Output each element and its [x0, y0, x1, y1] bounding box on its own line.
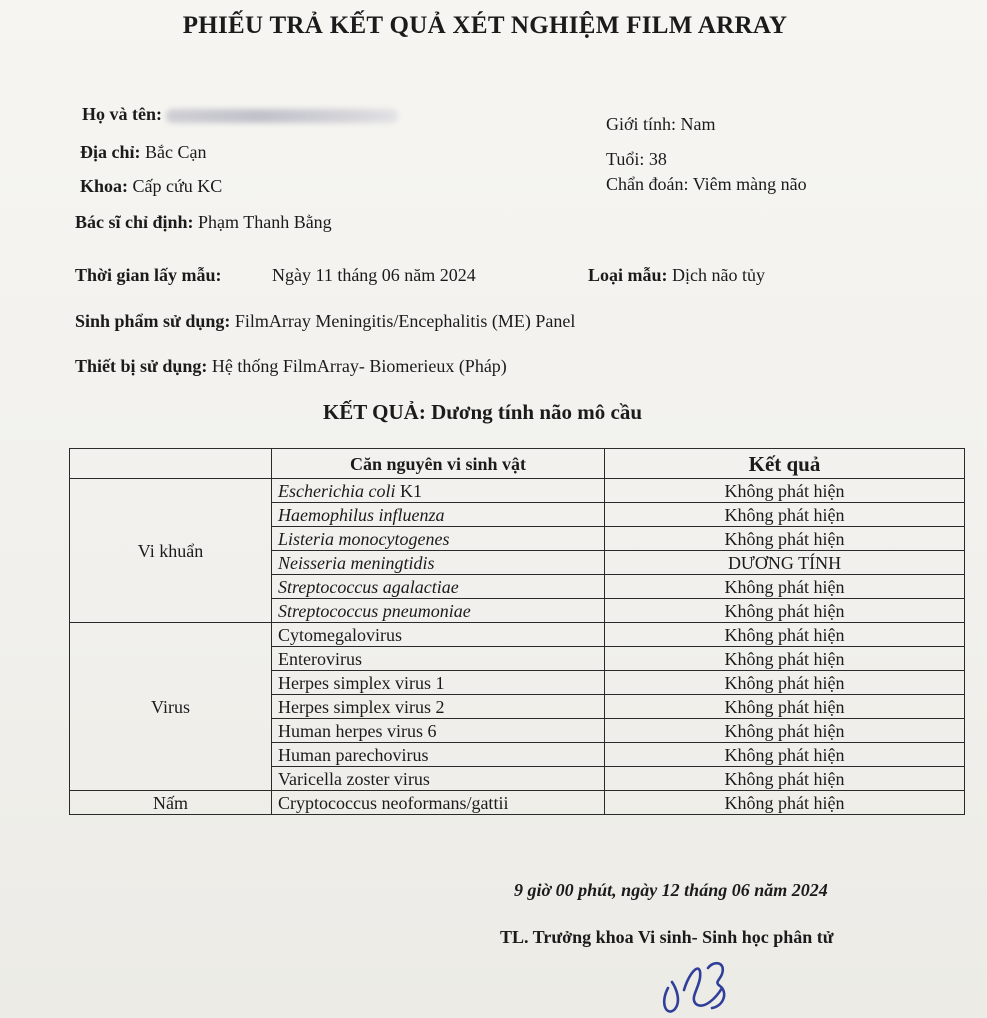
table-row: [70, 791, 965, 815]
age-value: 38: [648, 149, 667, 169]
age-field: [606, 149, 667, 170]
header-organism: Căn nguyên vi sinh vật: [272, 449, 605, 479]
organism-cell: Herpes simplex virus 1: [272, 671, 605, 695]
department-field: [80, 176, 222, 197]
group-cell-bacteria: Vi khuẩn: [70, 479, 272, 623]
result-cell: Không phát hiện: [605, 575, 965, 599]
signer-title: TL. Trưởng khoa Vi sinh- Sinh học phân tử: [500, 927, 834, 947]
sample-time-value: Ngày 11 tháng 06 năm 2024: [272, 265, 476, 285]
organism-name: Listeria monocytogenes: [278, 528, 450, 549]
address-value: Bắc Cạn: [145, 142, 207, 162]
organism-name: Streptococcus agalactiae: [278, 576, 459, 597]
header-result: Kết quả: [605, 449, 965, 479]
sample-time-label-text: Thời gian lấy mẫu:: [75, 265, 222, 285]
table-row: [70, 479, 965, 503]
organism-name: Escherichia coli: [278, 480, 396, 501]
organism-cell: [272, 599, 605, 623]
sample-time-label: [75, 265, 222, 286]
results-table: [69, 448, 965, 815]
header-group: [70, 449, 272, 479]
result-cell: Không phát hiện: [605, 671, 965, 695]
organism-cell: [272, 551, 605, 575]
gender-label: Giới tính:: [606, 114, 677, 134]
organism-name: Neisseria meningtidis: [278, 552, 435, 573]
doctor-field: [75, 212, 332, 233]
device-field: [75, 356, 507, 377]
organism-cell: [272, 575, 605, 599]
result-cell: Không phát hiện: [605, 767, 965, 791]
organism-cell: Enterovirus: [272, 647, 605, 671]
organism-cell: [272, 503, 605, 527]
product-label: Sinh phẩm sử dụng:: [75, 311, 231, 331]
group-cell-fungi: Nấm: [70, 791, 272, 815]
doctor-value: Phạm Thanh Bằng: [198, 212, 332, 232]
organism-cell: Cryptococcus neoformans/gattii: [272, 791, 605, 815]
organism-cell: Human herpes virus 6: [272, 719, 605, 743]
device-label: Thiết bị sử dụng:: [75, 356, 208, 376]
organism-cell: Cytomegalovirus: [272, 623, 605, 647]
age-label: Tuổi:: [606, 149, 645, 169]
patient-name-label: Họ và tên:: [82, 104, 162, 124]
result-cell: Không phát hiện: [605, 599, 965, 623]
product-field: [75, 311, 575, 332]
result-cell: Không phát hiện: [605, 695, 965, 719]
diagnosis-label: Chẩn đoán:: [606, 174, 689, 194]
organism-suffix: K1: [395, 480, 422, 501]
result-cell: Không phát hiện: [605, 743, 965, 767]
result-cell-positive: DƯƠNG TÍNH: [605, 551, 965, 575]
redacted-name: [166, 109, 398, 123]
organism-name: Haemophilus influenza: [278, 504, 445, 525]
sample-type-label: Loại mẫu:: [588, 265, 668, 285]
patient-name-field: [82, 104, 398, 125]
organism-cell: Human parechovirus: [272, 743, 605, 767]
diagnosis-value: Viêm màng não: [692, 174, 807, 194]
result-cell: Không phát hiện: [605, 719, 965, 743]
organism-cell: [272, 527, 605, 551]
diagnosis-field: [606, 174, 807, 195]
result-heading: [0, 400, 965, 425]
page-title: PHIẾU TRẢ KẾT QUẢ XÉT NGHIỆM FILM ARRAY: [182, 12, 788, 39]
product-value: FilmArray Meningitis/Encephalitis (ME) Panel: [234, 311, 576, 331]
organism-cell: Herpes simplex virus 2: [272, 695, 605, 719]
result-cell: Không phát hiện: [605, 647, 965, 671]
department-label: Khoa:: [80, 176, 129, 196]
device-value: Hệ thống FilmArray- Biomerieux (Pháp): [211, 356, 507, 376]
report-datetime: 9 giờ 00 phút, ngày 12 tháng 06 năm 2024: [514, 880, 828, 900]
address-label: Địa chỉ:: [80, 142, 141, 162]
result-cell: Không phát hiện: [605, 623, 965, 647]
table-header-row: [70, 449, 965, 479]
organism-name: Streptococcus pneumoniae: [278, 600, 471, 621]
result-heading-value: Dương tính não mô cầu: [431, 400, 643, 424]
organism-cell: Varicella zoster virus: [272, 767, 605, 791]
result-cell: Không phát hiện: [605, 527, 965, 551]
sample-type-field: [588, 265, 765, 286]
gender-value: Nam: [680, 114, 716, 134]
address-field: [80, 142, 206, 163]
result-cell: Không phát hiện: [605, 479, 965, 503]
result-cell: Không phát hiện: [605, 503, 965, 527]
department-value: Cấp cứu KC: [132, 176, 223, 196]
organism-cell: [272, 479, 605, 503]
table-row: [70, 623, 965, 647]
doctor-label: Bác sĩ chỉ định:: [75, 212, 194, 232]
signature-icon: [650, 948, 750, 1018]
gender-field: [606, 114, 716, 135]
group-cell-virus: Virus: [70, 623, 272, 791]
result-heading-label: KẾT QUẢ:: [322, 400, 426, 424]
result-cell: Không phát hiện: [605, 791, 965, 815]
sample-type-value: Dịch não tủy: [672, 265, 765, 285]
